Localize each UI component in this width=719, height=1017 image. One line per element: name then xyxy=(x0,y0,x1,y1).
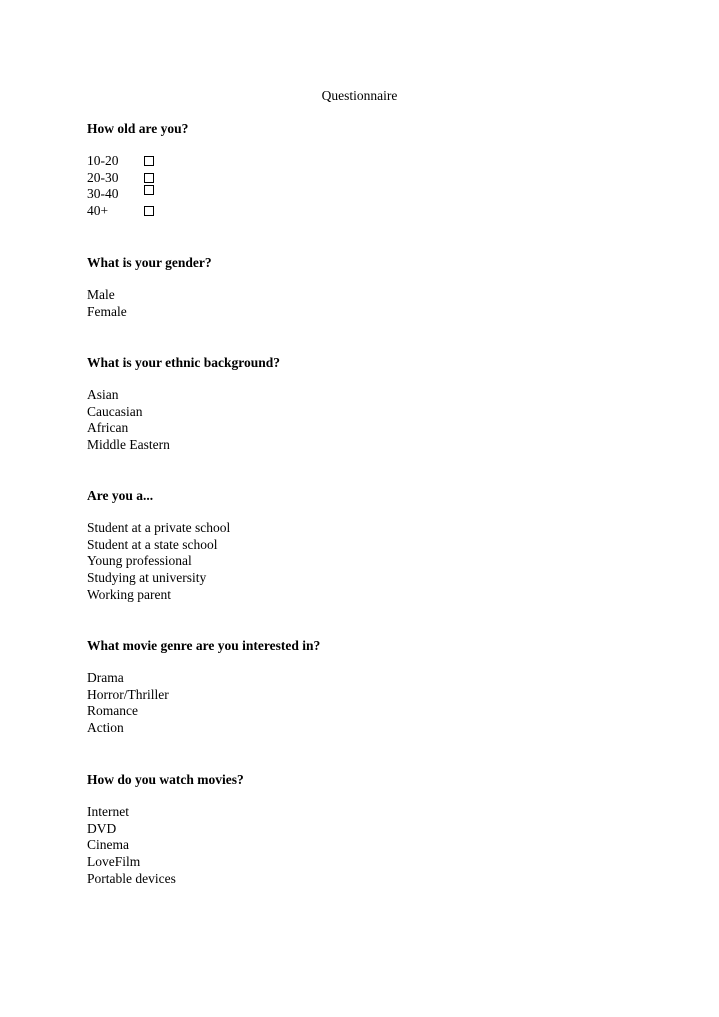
option-item: Female xyxy=(87,303,127,319)
page-title: Questionnaire xyxy=(321,88,398,103)
option-list xyxy=(87,287,647,320)
question-section-ethnic-background xyxy=(87,354,647,454)
option-label: 40+ xyxy=(87,203,109,219)
option-item: Middle Eastern xyxy=(87,437,170,453)
option-item: Young professional xyxy=(87,553,192,569)
question-heading: What is your ethnic background? xyxy=(87,355,281,370)
option-label: 10-20 xyxy=(87,153,119,168)
option-label: 30-40 xyxy=(87,186,119,202)
checkbox-icon[interactable] xyxy=(144,185,154,195)
checkbox-icon[interactable] xyxy=(144,156,154,166)
option-item xyxy=(87,203,647,220)
option-item: LoveFilm xyxy=(87,854,141,870)
option-list xyxy=(87,153,647,220)
option-item: Studying at university xyxy=(87,570,207,586)
option-label: 20-30 xyxy=(87,169,119,185)
option-item xyxy=(87,186,647,203)
question-section-gender xyxy=(87,254,647,320)
option-item: Portable devices xyxy=(87,870,176,886)
option-item: Cinema xyxy=(87,837,129,853)
option-item: Drama xyxy=(87,670,124,685)
option-item: Horror/Thriller xyxy=(87,686,169,702)
option-item: Caucasian xyxy=(87,403,143,419)
option-list xyxy=(87,670,647,737)
question-heading: What is your gender? xyxy=(87,255,212,270)
option-item xyxy=(87,170,647,187)
option-item: Working parent xyxy=(87,586,172,602)
question-section-occupation xyxy=(87,487,647,603)
question-section-movie-genre xyxy=(87,637,647,737)
option-item: Internet xyxy=(87,804,129,819)
option-item: DVD xyxy=(87,820,117,836)
option-item: Male xyxy=(87,287,115,302)
question-section-watch-method xyxy=(87,771,647,887)
option-item: Action xyxy=(87,720,124,736)
option-item: Student at a private school xyxy=(87,520,231,535)
option-item: Asian xyxy=(87,387,119,402)
question-heading: Are you a... xyxy=(87,488,154,503)
option-list xyxy=(87,387,647,454)
option-list xyxy=(87,520,647,603)
option-item xyxy=(87,153,647,170)
question-heading: How do you watch movies? xyxy=(87,772,244,787)
checkbox-icon[interactable] xyxy=(144,173,154,183)
option-item: Romance xyxy=(87,703,138,719)
question-section-age xyxy=(87,120,647,220)
question-heading: How old are you? xyxy=(87,121,189,136)
option-item: African xyxy=(87,420,129,436)
checkbox-icon[interactable] xyxy=(144,206,154,216)
question-heading: What movie genre are you interested in? xyxy=(87,638,321,653)
option-list xyxy=(87,804,647,887)
option-item: Student at a state school xyxy=(87,536,218,552)
